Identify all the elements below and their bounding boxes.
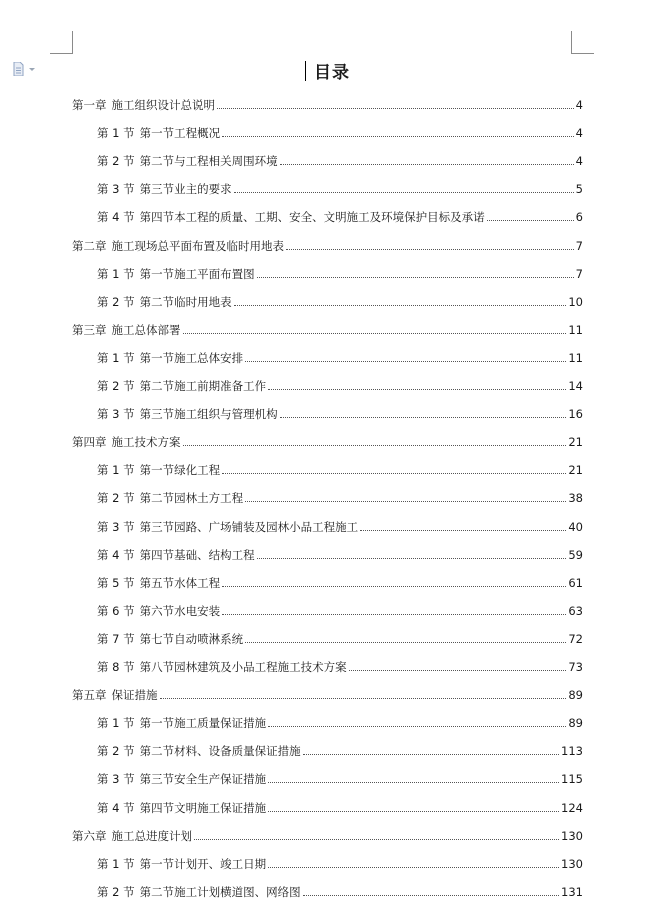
toc-entry-label bbox=[97, 744, 301, 758]
toc-entry-text: 第四节基础、结构工程 bbox=[139, 547, 255, 562]
toc-section-entry[interactable] bbox=[0, 150, 583, 168]
toc-entry-label bbox=[97, 660, 347, 674]
toc-page-number: 115 bbox=[561, 772, 583, 787]
toc-dot-leader bbox=[268, 388, 566, 390]
toc-dot-leader bbox=[245, 360, 566, 362]
toc-entry-text: 保证措施 bbox=[111, 688, 158, 703]
toc-entry-number: 第 1 节 bbox=[97, 126, 135, 141]
toc-section-entry[interactable] bbox=[0, 768, 583, 786]
toc-entry-number: 第 2 节 bbox=[97, 491, 135, 506]
toc-entry-number: 第 3 节 bbox=[97, 772, 135, 787]
toc-section-entry[interactable] bbox=[0, 375, 583, 393]
toc-page-number: 130 bbox=[561, 856, 583, 871]
toc-entry-number: 第 1 节 bbox=[97, 856, 135, 871]
toc-entry-number: 第 6 节 bbox=[97, 603, 135, 618]
toc-page-number: 6 bbox=[575, 210, 583, 225]
toc-entry-text: 第二节施工计划横道图、网络图 bbox=[139, 884, 301, 899]
toc-entry-text: 第二节与工程相关周围环境 bbox=[139, 154, 278, 169]
toc-dot-leader bbox=[222, 135, 574, 137]
toc-dot-leader bbox=[268, 866, 559, 868]
toc-entry-text: 第八节园林建筑及小品工程施工技术方案 bbox=[139, 660, 347, 674]
page-title: 目录 bbox=[314, 63, 350, 83]
toc-entry-label bbox=[97, 126, 220, 140]
toc-dot-leader bbox=[268, 810, 559, 812]
toc-chapter-entry[interactable] bbox=[0, 825, 583, 843]
toc-entry-number: 第 2 节 bbox=[97, 379, 135, 393]
toc-section-entry[interactable] bbox=[0, 656, 583, 674]
toc-page-number: 11 bbox=[568, 322, 583, 337]
toc-page-number: 4 bbox=[575, 126, 583, 141]
toc-entry-label bbox=[72, 688, 158, 702]
toc-entry-text: 第三节园路、广场铺装及园林小品工程施工 bbox=[139, 519, 359, 534]
toc-entry-number: 第 3 节 bbox=[97, 519, 135, 534]
toc-entry-number: 第 3 节 bbox=[97, 407, 135, 422]
toc-page-number: 38 bbox=[568, 491, 583, 506]
toc-page-number: 89 bbox=[568, 716, 583, 731]
toc-entry-label bbox=[97, 857, 266, 871]
toc-entry-label bbox=[72, 435, 181, 449]
toc-page-number: 21 bbox=[568, 435, 583, 450]
toc-entry-label bbox=[97, 604, 220, 618]
toc-page-number: 63 bbox=[568, 603, 583, 618]
toc-entry-text: 施工现场总平面布置及临时用地表 bbox=[111, 238, 284, 253]
crop-mark-top-left bbox=[50, 31, 73, 54]
toc-entry-text: 第六节水电安装 bbox=[139, 603, 221, 618]
toc-entry-number: 第 2 节 bbox=[97, 154, 135, 169]
toc-entry-label bbox=[97, 491, 243, 505]
toc-entry-number: 第五章 bbox=[72, 688, 107, 703]
toc-page-number: 124 bbox=[561, 800, 583, 815]
toc-page-number: 5 bbox=[575, 182, 583, 197]
toc-dot-leader bbox=[360, 529, 566, 531]
toc-dot-leader bbox=[222, 585, 566, 587]
toc-entry-text: 施工总体部署 bbox=[111, 322, 181, 337]
toc-section-entry[interactable] bbox=[0, 853, 583, 871]
toc-page-number: 131 bbox=[561, 884, 583, 899]
toc-entry-text: 第一节施工总体安排 bbox=[139, 350, 244, 365]
toc-section-entry[interactable] bbox=[0, 263, 583, 281]
toc-dot-leader bbox=[268, 781, 559, 783]
toc-section-entry[interactable] bbox=[0, 206, 583, 224]
toc-entry-text: 第二节施工前期准备工作 bbox=[139, 379, 267, 393]
toc-entry-text: 施工总进度计划 bbox=[111, 828, 192, 843]
toc-entry-number: 第 4 节 bbox=[97, 210, 135, 225]
toc-section-entry[interactable] bbox=[0, 572, 583, 590]
toc-page-number: 11 bbox=[568, 350, 583, 365]
crop-mark-top-right bbox=[571, 31, 594, 54]
toc-page-number: 59 bbox=[568, 547, 583, 562]
toc-page-number: 21 bbox=[568, 463, 583, 478]
toc-entry-number: 第 5 节 bbox=[97, 575, 135, 590]
toc-entry-number: 第二章 bbox=[72, 238, 107, 253]
toc-dot-leader bbox=[183, 444, 567, 446]
toc-page-number: 14 bbox=[568, 379, 583, 393]
toc-entry-label bbox=[72, 323, 181, 337]
toc-entry-label bbox=[72, 98, 215, 112]
toc-entry-number: 第 1 节 bbox=[97, 463, 135, 478]
toc-entry-number: 第 2 节 bbox=[97, 294, 135, 309]
toc-entry-text: 第一节施工质量保证措施 bbox=[139, 716, 267, 731]
toc-section-entry[interactable] bbox=[0, 600, 583, 618]
toc-page-number: 130 bbox=[561, 828, 583, 843]
toc-section-entry[interactable] bbox=[0, 712, 583, 730]
toc-dot-leader bbox=[194, 838, 559, 840]
toc-entry-label bbox=[97, 632, 243, 646]
toc-dot-leader bbox=[280, 416, 567, 418]
toc-section-entry[interactable] bbox=[0, 347, 583, 365]
toc-entry-label bbox=[97, 154, 278, 168]
toc-chapter-entry[interactable] bbox=[0, 319, 583, 337]
toc-dot-leader bbox=[286, 248, 574, 250]
toc-page-number: 89 bbox=[568, 688, 583, 703]
toc-entry-text: 施工技术方案 bbox=[111, 435, 181, 450]
toc-entry-number: 第一章 bbox=[72, 98, 107, 112]
toc-section-entry[interactable] bbox=[0, 544, 583, 562]
toc-page-number: 4 bbox=[575, 154, 583, 169]
toc-entry-text: 第三节安全生产保证措施 bbox=[139, 772, 267, 787]
toc-entry-number: 第四章 bbox=[72, 435, 107, 450]
toc-entry-label bbox=[97, 548, 255, 562]
toc-dot-leader bbox=[303, 894, 559, 896]
toc-entry-label bbox=[97, 407, 278, 421]
toc-entry-text: 第一节施工平面布置图 bbox=[139, 266, 255, 281]
toc-chapter-entry[interactable] bbox=[0, 684, 583, 702]
toc-section-entry[interactable] bbox=[0, 881, 583, 899]
toc-entry-text: 施工组织设计总说明 bbox=[111, 98, 215, 112]
toc-entry-text: 第一节计划开、竣工日期 bbox=[139, 856, 267, 871]
toc-entry-text: 第二节材料、设备质量保证措施 bbox=[139, 744, 301, 759]
toc-page-number: 4 bbox=[575, 98, 583, 112]
toc-entry-text: 第一节工程概况 bbox=[139, 126, 221, 141]
toc-entry-text: 第二节临时用地表 bbox=[139, 294, 232, 309]
toc-chapter-entry[interactable] bbox=[0, 235, 583, 253]
toc-entry-number: 第 4 节 bbox=[97, 547, 135, 562]
toc-chapter-entry[interactable] bbox=[0, 431, 583, 449]
toc-dot-leader bbox=[234, 191, 574, 193]
toc-chapter-entry[interactable] bbox=[0, 94, 583, 112]
toc-section-entry[interactable] bbox=[0, 403, 583, 421]
toc-dot-leader bbox=[217, 107, 574, 109]
toc-dot-leader bbox=[160, 697, 567, 699]
toc-entry-label bbox=[97, 379, 266, 393]
toc-entry-text: 第七节自动喷淋系统 bbox=[139, 631, 244, 646]
toc-section-entry[interactable] bbox=[0, 459, 583, 477]
toc-page-number: 61 bbox=[568, 575, 583, 590]
toc-section-entry[interactable] bbox=[0, 291, 583, 309]
toc-page-number: 7 bbox=[575, 266, 583, 281]
toc-entry-text: 第一节绿化工程 bbox=[139, 463, 221, 478]
toc-entry-number: 第 8 节 bbox=[97, 660, 135, 674]
toc-dot-leader bbox=[280, 163, 574, 165]
toc-dot-leader bbox=[222, 613, 566, 615]
toc-entry-label bbox=[97, 576, 220, 590]
toc-dot-leader bbox=[303, 753, 559, 755]
toc-section-entry[interactable] bbox=[0, 487, 583, 505]
toc-entry-text: 第二节园林土方工程 bbox=[139, 491, 244, 506]
toc-entry-number: 第 2 节 bbox=[97, 744, 135, 759]
toc-page-number: 10 bbox=[568, 294, 583, 309]
toc-entry-label bbox=[72, 239, 284, 253]
toc-entry-number: 第三章 bbox=[72, 322, 107, 337]
toc-dot-leader bbox=[183, 332, 567, 334]
toc-section-entry[interactable] bbox=[0, 628, 583, 646]
toc-section-entry[interactable] bbox=[0, 516, 583, 534]
toc-entry-label bbox=[97, 351, 243, 365]
toc-entry-label bbox=[97, 772, 266, 786]
toc-entry-label bbox=[97, 182, 232, 196]
toc-dot-leader bbox=[234, 304, 567, 306]
toc-page-number: 7 bbox=[575, 238, 583, 253]
toc-entry-text: 第四节本工程的质量、工期、安全、文明施工及环境保护目标及承诺 bbox=[139, 210, 485, 225]
toc-dot-leader bbox=[222, 472, 566, 474]
toc-entry-number: 第 4 节 bbox=[97, 800, 135, 815]
toc-page-number: 72 bbox=[568, 631, 583, 646]
toc-entry-number: 第 1 节 bbox=[97, 716, 135, 731]
toc-dot-leader bbox=[245, 641, 566, 643]
toc-entry-number: 第 1 节 bbox=[97, 350, 135, 365]
toc-page-number: 73 bbox=[568, 660, 583, 674]
toc-dot-leader bbox=[245, 500, 566, 502]
toc-dot-leader bbox=[487, 219, 574, 221]
toc-entry-label bbox=[97, 267, 255, 281]
toc-entry-number: 第六章 bbox=[72, 828, 107, 843]
toc-entry-label bbox=[97, 801, 266, 815]
toc-entry-number: 第 3 节 bbox=[97, 182, 135, 197]
toc-dot-leader bbox=[257, 276, 574, 278]
toc-entry-number: 第 2 节 bbox=[97, 884, 135, 899]
toc-entry-number: 第 1 节 bbox=[97, 266, 135, 281]
toc-section-entry[interactable] bbox=[0, 740, 583, 758]
toc-entry-number: 第 7 节 bbox=[97, 631, 135, 646]
toc-entry-label bbox=[97, 295, 232, 309]
toc-dot-leader bbox=[257, 557, 567, 559]
toc-entry-label bbox=[97, 463, 220, 477]
toc-entry-text: 第三节业主的要求 bbox=[139, 182, 232, 197]
toc-page-number: 113 bbox=[561, 744, 583, 759]
toc-dot-leader bbox=[349, 669, 567, 671]
toc-entry-label bbox=[97, 520, 358, 534]
toc-page-number: 40 bbox=[568, 519, 583, 534]
toc-entry-text: 第三节施工组织与管理机构 bbox=[139, 407, 278, 422]
toc-entry-text: 第五节水体工程 bbox=[139, 575, 221, 590]
toc-entry-label bbox=[97, 885, 301, 899]
toc-dot-leader bbox=[268, 725, 566, 727]
toc-entry-label bbox=[97, 210, 485, 224]
toc-entry-label bbox=[97, 716, 266, 730]
toc-entry-label bbox=[72, 829, 192, 843]
toc-section-entry[interactable] bbox=[0, 178, 583, 196]
toc-section-entry[interactable] bbox=[0, 122, 583, 140]
toc-entry-text: 第四节文明施工保证措施 bbox=[139, 800, 267, 815]
toc-section-entry[interactable] bbox=[0, 797, 583, 815]
toc-page-number: 16 bbox=[568, 407, 583, 422]
